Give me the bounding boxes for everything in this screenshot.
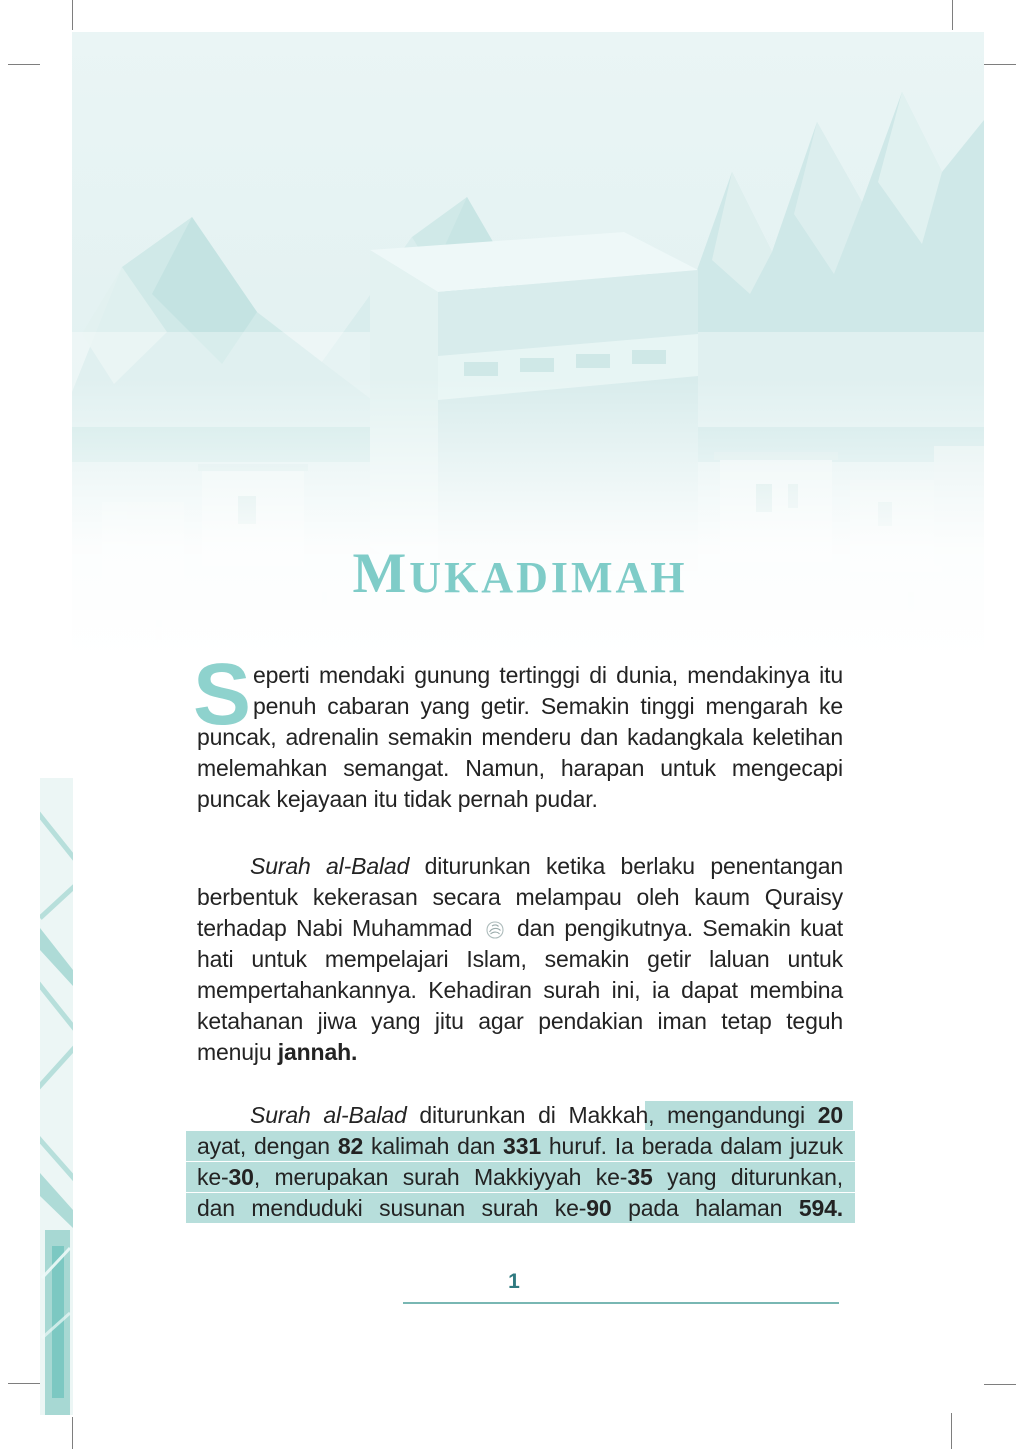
text-line (197, 784, 843, 815)
text-segment-n: ke- (197, 1164, 229, 1190)
text-segment-n: dan menduduki susunan surah ke- (197, 1195, 587, 1221)
text-segment-n: eperti mendaki gunung tertinggi di dunia, mendakinya itu (253, 662, 843, 688)
text-segment-n: , merupakan surah Makkiyyah ke- (253, 1164, 628, 1190)
crop-mark-bottom-left-horizontal (8, 1383, 40, 1384)
text-line (197, 753, 843, 784)
title-rest: UKADIMAH (409, 553, 688, 602)
crop-mark-bottom-left-vertical (72, 1417, 73, 1449)
text-line (197, 1100, 843, 1131)
text-line (197, 1193, 843, 1224)
text-segment-n: dan pengikutnya. Semakin kuat (507, 915, 843, 941)
text-line (197, 944, 843, 975)
page-number: 1 (508, 1270, 520, 1293)
title-initial: M (352, 542, 410, 605)
paragraph-intro (197, 660, 843, 815)
text-line (197, 851, 843, 882)
crop-mark-top-right-vertical (952, 0, 953, 30)
text-segment-n: huruf. Ia berada dalam juzuk (540, 1133, 843, 1159)
text-segment-n: hati untuk mempelajari Islam, semakin getir laluan untuk (197, 946, 843, 972)
footer-rule (403, 1302, 839, 1304)
text-segment-n: terhadap Nabi Muhammad (197, 915, 482, 941)
text-segment-n: puncak kejayaan itu tidak pernah pudar. (197, 786, 598, 812)
text-segment-n: kalimah dan (363, 1133, 504, 1159)
text-line (197, 1006, 843, 1037)
text-segment-n: diturunkan ketika berlaku penentangan (409, 853, 844, 879)
crop-mark-bottom-right-horizontal (984, 1384, 1016, 1385)
text-line (197, 882, 843, 913)
text-segment-n: diturunkan di Makkah, mengandungi (406, 1102, 818, 1128)
text-segment-i: Surah al-Balad (250, 1102, 407, 1128)
paragraph-surah-context (197, 851, 843, 1068)
text-segment-b: 30 (228, 1164, 254, 1190)
text-segment-b: 20 (817, 1102, 843, 1128)
text-line (197, 913, 843, 944)
text-segment-n: penuh cabaran yang getir. Semakin tinggi mengarah ke (253, 693, 843, 719)
text-segment-b: 331 (503, 1133, 541, 1159)
crop-mark-top-left-vertical (72, 0, 73, 30)
text-segment-n: yang diturunkan, (652, 1164, 844, 1190)
text-segment-n: mempertahankannya. Kehadiran surah ini, ia dapat membina (197, 977, 843, 1003)
text-segment-n: ketahanan jiwa yang jitu agar pendakian iman tetap teguh (197, 1008, 843, 1034)
crop-mark-top-left-horizontal (8, 64, 40, 65)
pbuh-calligraphy-icon (484, 920, 506, 940)
text-segment-n: berbentuk kekerasan secara melampau oleh kaum Quraisy (197, 884, 843, 910)
text-segment-n: pada halaman (611, 1195, 799, 1221)
text-segment-n: menuju (197, 1039, 278, 1065)
text-segment-n: puncak, adrenalin semakin menderu dan kadangkala keletihan (197, 724, 843, 750)
text-segment-b: 594. (798, 1195, 843, 1221)
text-line (197, 1131, 843, 1162)
text-segment-b: 35 (627, 1164, 653, 1190)
chapter-title (197, 544, 843, 618)
paragraph-surah-facts (197, 1100, 843, 1224)
text-line (253, 691, 843, 722)
text-line (197, 1037, 843, 1068)
palm-leaves-strip (40, 778, 73, 1415)
text-segment-b: jannah. (277, 1039, 358, 1065)
text-segment-n: ayat, dengan (197, 1133, 338, 1159)
text-line (197, 975, 843, 1006)
crop-mark-top-right-horizontal (984, 64, 1016, 65)
text-line (197, 722, 843, 753)
text-segment-b: 82 (337, 1133, 364, 1159)
drop-cap: S (193, 646, 252, 743)
text-line (197, 1162, 843, 1193)
text-segment-b: 90 (586, 1195, 612, 1221)
text-line (253, 660, 843, 691)
crop-mark-bottom-right-vertical (951, 1413, 952, 1449)
text-segment-n: melemahkan semangat. Namun, harapan untuk mengecapi (197, 755, 843, 781)
text-segment-i: Surah al-Balad (250, 853, 410, 879)
